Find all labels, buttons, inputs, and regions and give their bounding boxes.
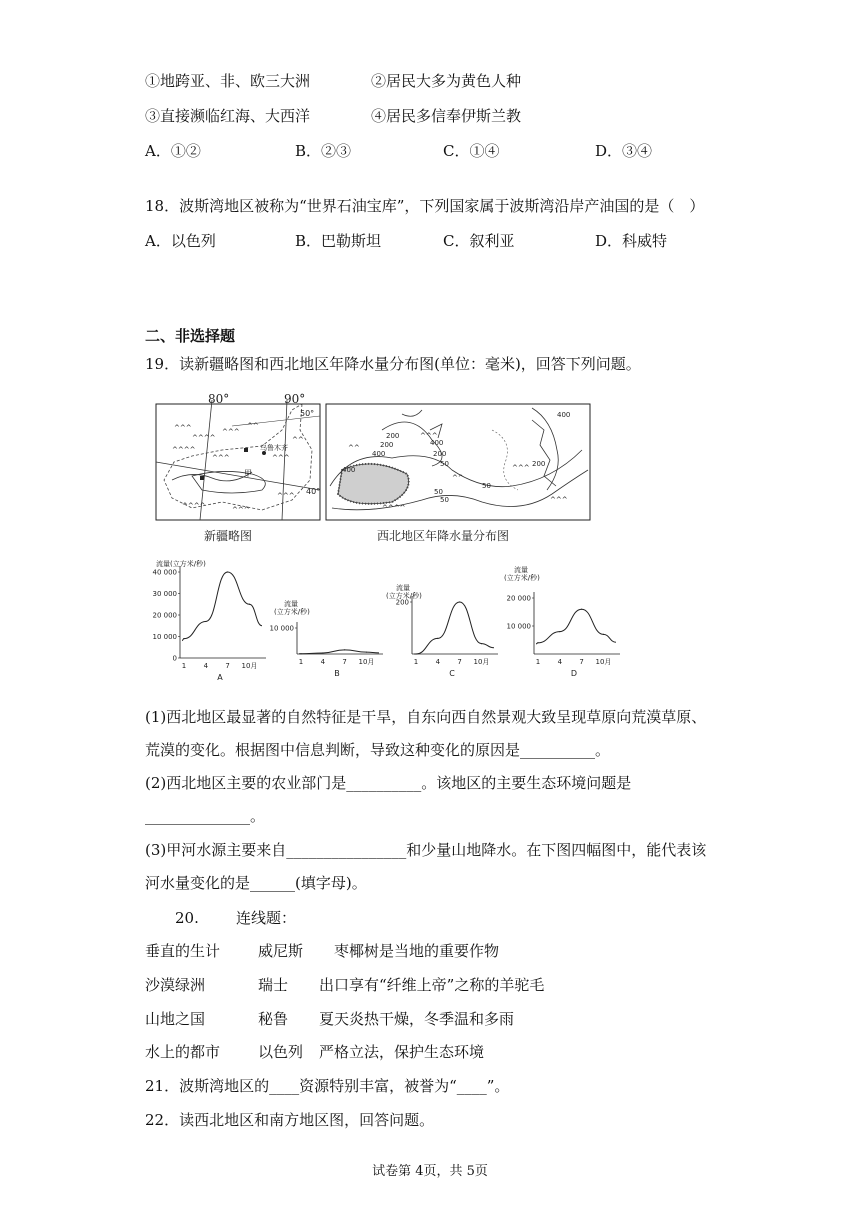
svg-text:^^^: ^^^ (212, 454, 230, 462)
flow-data-point (481, 643, 482, 644)
q17-statement-4: ④居民多信奉伊斯兰教 (371, 107, 522, 125)
q20-col1-item[interactable]: 垂直的生计 (145, 942, 221, 960)
chart-title: D (570, 669, 578, 678)
flow-series-line (536, 609, 616, 644)
lon-90-label: 90° (284, 392, 306, 406)
flow-data-point (344, 649, 345, 650)
maps-figure (152, 390, 592, 550)
svg-text:^^^^: ^^^^ (382, 504, 406, 512)
q18-option-c[interactable]: C．叙利亚 (443, 232, 515, 250)
q18-option-d[interactable]: D．科威特 (595, 232, 668, 250)
q18-option-a[interactable]: A．以色列 (145, 232, 216, 250)
x-tick-label: 10月 (473, 658, 490, 666)
q19-p3-line2: 河水量变化的是______(填字母)。 (145, 874, 367, 892)
svg-text:^^^: ^^^ (174, 424, 192, 432)
q20-col3-item[interactable]: 枣椰树是当地的重要作物 (334, 942, 500, 960)
river-jia-label: 甲 (244, 469, 252, 478)
q20-col3-item[interactable]: 严格立法，保护生态环境 (319, 1043, 485, 1061)
q19-p1-line2: 荒漠的变化。根据图中信息判断，导致这种变化的原因是__________。 (145, 741, 611, 759)
y-axis-label: 流量 (396, 584, 410, 592)
precipitation-map-caption: 西北地区年降水量分布图 (377, 529, 510, 543)
y-axis-label: 流量(立方米/秒) (156, 560, 206, 568)
q20-col1-item[interactable]: 沙漠绿洲 (145, 976, 206, 994)
svg-text:^^: ^^ (247, 422, 259, 430)
q19-stem: 19．读新疆略图和西北地区年降水量分布图(单位：毫米)，回答下列问题。 (145, 355, 641, 373)
q17-option-a[interactable]: A．①② (145, 142, 201, 160)
q20-title: 连线题： (236, 909, 297, 927)
x-tick-label: 7 (579, 658, 584, 666)
q19-p3-line1: (3)甲河水源主要来自________________和少量山地降水。在下图四幅图中，能代表该 (145, 841, 707, 859)
x-tick-label: 4 (203, 662, 209, 670)
q21-stem: 21．波斯湾地区的____资源特别丰富，被誉为“____”。 (145, 1077, 510, 1095)
xinjiang-map (156, 392, 320, 543)
q20-col2-item[interactable]: 秘鲁 (258, 1010, 289, 1028)
q20-col2-item[interactable]: 威尼斯 (258, 942, 304, 960)
urumqi-label: 乌鲁木齐 (260, 444, 288, 452)
q17-option-d[interactable]: D．③④ (595, 142, 653, 160)
x-tick-label: 4 (320, 658, 326, 666)
flow-data-point (322, 652, 323, 653)
xinjiang-map-caption: 新疆略图 (204, 529, 253, 543)
flow-data-point (205, 621, 206, 622)
q19-p2-line2: ______________。 (145, 807, 266, 825)
q20-col3-item[interactable]: 夏天炎热干燥，冬季温和多雨 (319, 1010, 515, 1028)
q20-col3-item[interactable]: 出口享有“纤维上帝”之称的羊驼毛 (319, 976, 545, 994)
page-footer: 试卷第 4页，共 5页 (372, 1164, 488, 1179)
precipitation-map (326, 404, 590, 543)
isoline-label: 400 (430, 439, 444, 447)
flow-data-point (300, 653, 301, 654)
y-tick-label: 10 000 (269, 624, 294, 633)
y-tick-label: 10 000 (152, 633, 177, 641)
flow-data-point (415, 653, 416, 654)
x-tick-label: 7 (342, 658, 347, 666)
q17-statement-2: ②居民大多为黄色人种 (371, 72, 522, 90)
svg-text:^^^: ^^^ (272, 454, 290, 462)
y-axis-label: 流量 (284, 600, 298, 608)
q17-statement-3: ③直接濒临红海、大西洋 (145, 107, 311, 125)
isoline-label: 50 (440, 460, 449, 468)
x-tick-label: 7 (457, 658, 462, 666)
q17-option-c[interactable]: C．①④ (443, 142, 500, 160)
q20-col1-item[interactable]: 山地之国 (145, 1010, 206, 1028)
flow-data-point (559, 631, 560, 632)
y-tick-label: 10 000 (506, 622, 531, 631)
isoline-label: 200 (380, 441, 394, 449)
x-tick-label: 1 (298, 658, 304, 666)
flow-series-line (182, 572, 262, 641)
flow-data-point (183, 638, 184, 639)
y-axis-label: 流量 (514, 566, 528, 574)
isoline-label: 200 (532, 460, 546, 468)
flow-data-point (459, 601, 460, 602)
svg-text:^^: ^^ (292, 436, 304, 444)
svg-text:^^^: ^^^ (550, 496, 568, 504)
q19-p1-line1: (1)西北地区最显著的自然特征是干旱，自东向西自然景观大致呈现草原向荒漠草原、 (145, 708, 707, 726)
x-tick-label: 10月 (241, 662, 258, 670)
svg-text:^^: ^^ (348, 444, 360, 452)
y-tick-label: 20 000 (152, 611, 177, 620)
chart-title: A (217, 673, 223, 682)
isoline-label: 50 (482, 482, 491, 490)
y-axis-label: (立方米/秒) (504, 574, 540, 582)
flow-data-point (437, 638, 438, 639)
svg-text:^^^^: ^^^^ (192, 434, 216, 442)
q20-col2-item[interactable]: 瑞士 (258, 976, 289, 994)
lat-40-label: 40° (306, 487, 321, 496)
q20-col1-item[interactable]: 水上的都市 (145, 1043, 221, 1061)
q18-option-b[interactable]: B．巴勒斯坦 (295, 232, 382, 250)
q19-p2-line1: (2)西北地区主要的农业部门是__________。该地区的主要生态环境问题是 (145, 774, 632, 792)
svg-text:^^^: ^^^ (277, 492, 295, 500)
isoline-label: 400 (342, 466, 356, 474)
chart-title: B (334, 669, 340, 678)
svg-text:^^^^: ^^^^ (172, 446, 196, 454)
flow-data-point (537, 642, 538, 643)
flow-data-point (227, 571, 228, 572)
q20-number: 20. (175, 909, 199, 927)
x-tick-label: 1 (181, 662, 187, 670)
x-tick-label: 4 (435, 658, 441, 666)
x-tick-label: 1 (413, 658, 419, 666)
y-tick-label: 200 (395, 598, 409, 607)
y-axis-label: (立方米/秒) (386, 592, 422, 600)
q17-option-b[interactable]: B．②③ (295, 142, 352, 160)
chart-title: C (449, 669, 455, 678)
river-flow-charts (150, 558, 620, 682)
y-tick-label: 0 (172, 654, 177, 663)
y-tick-label: 20 000 (506, 594, 531, 603)
x-tick-label: 7 (225, 662, 230, 670)
flow-data-point (603, 634, 604, 635)
x-tick-label: 1 (535, 658, 541, 666)
flow-data-point (366, 652, 367, 653)
flow-data-point (249, 604, 250, 605)
isoline-label: 200 (386, 432, 400, 440)
flow-series-line (414, 602, 494, 654)
svg-text:^^: ^^ (452, 474, 464, 482)
flow-data-point (581, 609, 582, 610)
svg-text:^^^: ^^^ (420, 432, 438, 440)
q18-stem: 18．波斯湾地区被称为“世界石油宝库”，下列国家属于波斯湾沿岸产油国的是（ ） (145, 197, 705, 215)
isoline-label: 400 (372, 450, 386, 458)
isoline-label: 50 (440, 496, 449, 504)
y-tick-label: 30 000 (152, 590, 177, 598)
y-axis-label: (立方米/秒) (274, 608, 310, 616)
svg-text:^^^: ^^^ (512, 464, 530, 472)
lat-50-label: 50° (300, 409, 315, 418)
flow-series-line (299, 650, 379, 654)
lon-80-label: 80° (208, 392, 230, 406)
isoline-label: 400 (557, 411, 571, 419)
isoline-label: 50 (434, 488, 443, 496)
svg-text:^^^^: ^^^^ (182, 502, 206, 510)
svg-text:^^^: ^^^ (222, 428, 240, 436)
x-tick-label: 4 (557, 658, 563, 666)
section-title: 二、非选择题 (145, 327, 236, 345)
y-tick-label: 40 000 (152, 568, 177, 577)
q20-col2-item[interactable]: 以色列 (258, 1043, 304, 1061)
isoline-label: 200 (433, 450, 447, 458)
svg-text:^^^: ^^^ (232, 506, 250, 514)
q22-stem: 22．读西北地区和南方地区图，回答问题。 (145, 1111, 435, 1129)
x-tick-label: 10月 (358, 658, 375, 666)
x-tick-label: 10月 (595, 658, 612, 666)
q17-statement-1: ①地跨亚、非、欧三大洲 (145, 72, 311, 90)
